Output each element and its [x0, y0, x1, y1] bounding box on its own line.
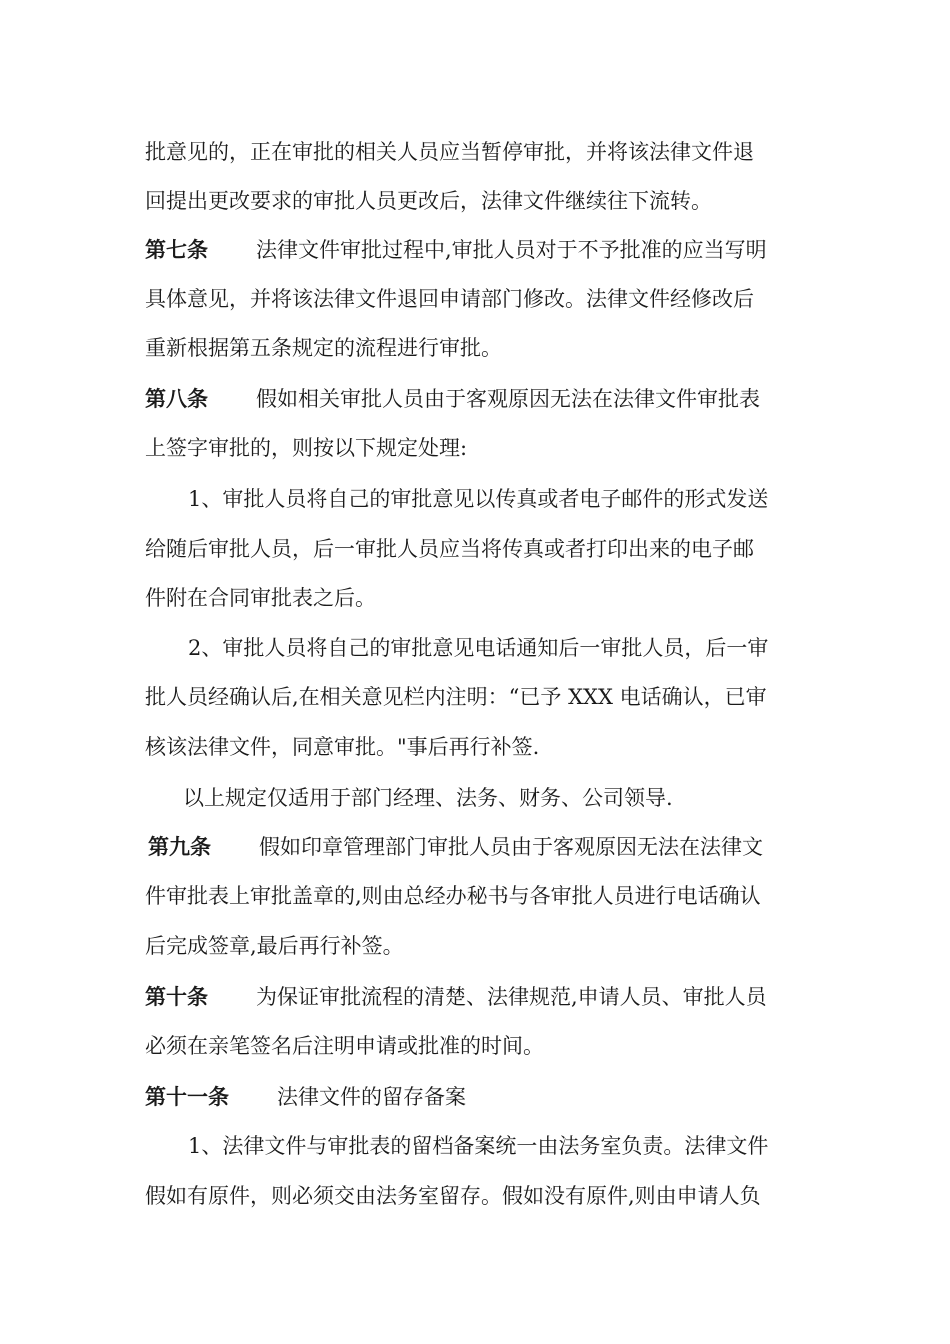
text-line: 回提出更改要求的审批人员更改后，法律文件继续往下流转。 — [145, 189, 712, 213]
article-7-heading: 第七条 — [145, 237, 208, 262]
article-7-line: 第七条 法律文件审批过程中,审批人员对于不予批准的应当写明 — [145, 237, 767, 262]
list-item-1: 1、审批人员将自己的审批意见以传真或者电子邮件的形式发送 — [188, 487, 769, 511]
article-11-line: 第十一条 法律文件的留存备案 — [145, 1084, 466, 1109]
text-line: 重新根据第五条规定的流程进行审批。 — [145, 336, 502, 360]
text-line: 具体意见，并将该法律文件退回申请部门修改。法律文件经修改后 — [145, 287, 754, 311]
text-line: 批人员经确认后,在相关意见栏内注明：“已予 XXX 电话确认，已审 — [145, 685, 767, 709]
list-item-1: 1、法律文件与审批表的留档备案统一由法务室负责。法律文件 — [188, 1134, 769, 1158]
text-line: 核该法律文件，同意审批。"事后再行补签. — [145, 735, 540, 759]
text-line: 后完成签章,最后再行补签。 — [145, 934, 404, 958]
text-line: 必须在亲笔签名后注明申请或批准的时间。 — [145, 1034, 544, 1058]
list-item-2: 2、审批人员将自己的审批意见电话通知后一审批人员，后一审 — [188, 636, 769, 660]
article-8-heading: 第八条 — [145, 386, 208, 411]
article-8-line: 第八条 假如相关审批人员由于客观原因无法在法律文件审批表 — [145, 386, 760, 411]
text-line: 件附在合同审批表之后。 — [145, 586, 376, 610]
text-line: 假如有原件，则必须交由法务室留存。假如没有原件,则由申请人负 — [145, 1184, 761, 1208]
article-9-heading: 第九条 — [148, 834, 211, 859]
article-10-line: 第十条 为保证审批流程的清楚、法律规范,申请人员、审批人员 — [145, 984, 767, 1009]
text-line: 上签字审批的，则按以下规定处理: — [145, 436, 468, 460]
text-line: 件审批表上审批盖章的,则由总经办秘书与各审批人员进行电话确认 — [145, 884, 761, 908]
article-10-heading: 第十条 — [145, 984, 208, 1009]
text-line: 给随后审批人员，后一审批人员应当将传真或者打印出来的电子邮 — [145, 537, 754, 561]
note-line: 以上规定仅适用于部门经理、法务、财务、公司领导. — [183, 786, 673, 810]
article-11-heading: 第十一条 — [145, 1084, 229, 1109]
article-9-line: 第九条 假如印章管理部门审批人员由于客观原因无法在法律文 — [148, 834, 763, 859]
text-line: 批意见的，正在审批的相关人员应当暂停审批，并将该法律文件退 — [145, 140, 754, 164]
